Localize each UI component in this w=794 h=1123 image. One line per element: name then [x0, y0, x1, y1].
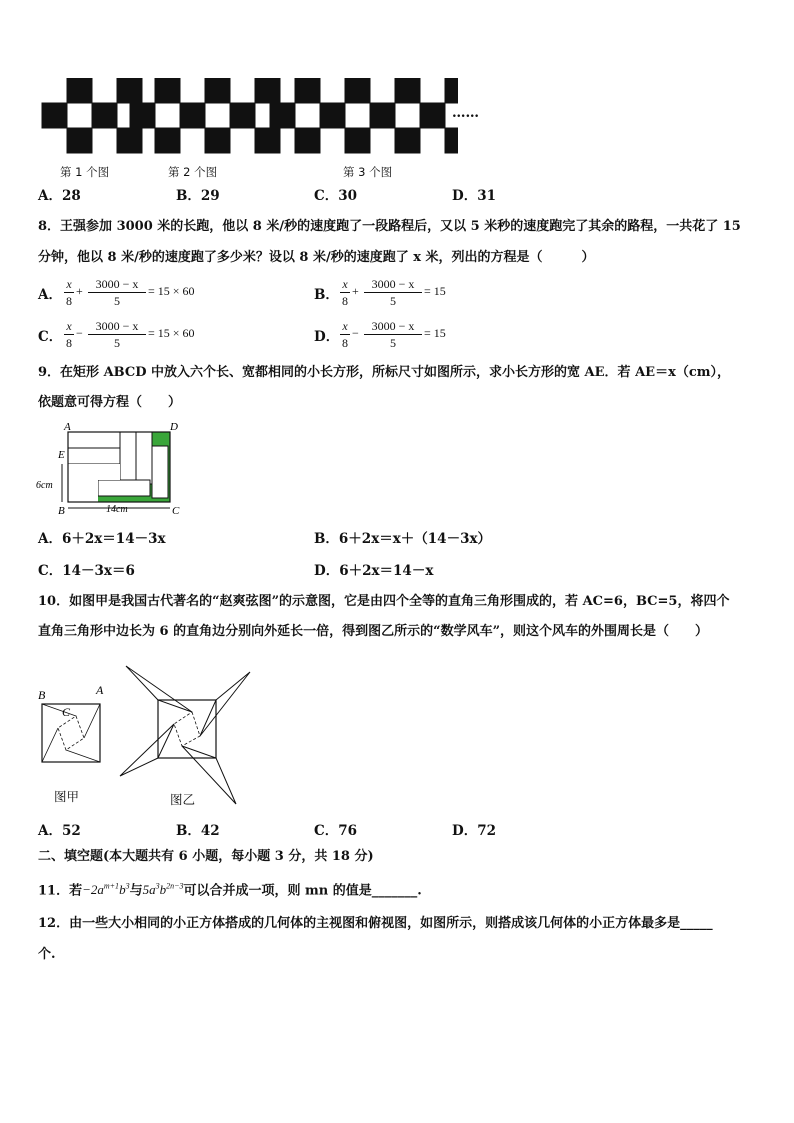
- black-square: [92, 103, 117, 128]
- q11-term2: $5a^3b^{2n-3}$: [142, 882, 184, 898]
- caption-figure-1: 第 1 个图: [60, 165, 110, 179]
- q9-option-b: B．6＋2x＝x＋（14－3x）: [314, 531, 492, 547]
- fraction-remaining: 3000 − x 5: [88, 319, 146, 350]
- caption-figure-3: 第 3 个图: [343, 165, 393, 179]
- operator: −: [76, 326, 83, 340]
- q9-option-c: C．14－3x＝6: [38, 563, 135, 579]
- q7-option-b: B．29: [176, 188, 220, 204]
- windmill-blade: [126, 666, 192, 712]
- pattern-ellipsis: ……: [452, 105, 479, 121]
- q7-option-d: D．31: [452, 188, 496, 204]
- section-heading: 二、填空题(本大题共有 6 小题，每小题 3 分，共 18 分): [38, 849, 374, 864]
- small-rectangle: [152, 446, 168, 498]
- q10-option-a: A．52: [38, 823, 81, 839]
- q8-text-line-1: 8．王强参加 3000 米的长跑，他以 8 米/秒的速度跑了一段路程后，又以 5 米秒的速度跑完了其余的路程，一共花了 15: [38, 219, 741, 234]
- caption-figure-jia: 图甲: [54, 789, 80, 804]
- q11-prefix: 11．若: [38, 883, 83, 899]
- q11-suffix: 可以合并成一项，则 mn 的值是_______.: [183, 883, 422, 899]
- black-square: [255, 78, 280, 103]
- black-square: [130, 103, 155, 128]
- black-square: [445, 78, 458, 103]
- figure-jia: [38, 683, 104, 762]
- label-a: A: [64, 421, 71, 433]
- black-square: [370, 103, 395, 128]
- black-square: [295, 128, 320, 153]
- q11-term1: $-2a^{m+1}b^3$: [82, 882, 130, 898]
- q11-mid: 与: [129, 883, 143, 899]
- q7-option-a: A．28: [38, 188, 81, 204]
- fraction-x-over-8: x 8: [66, 277, 72, 308]
- pattern-figures: [38, 78, 458, 158]
- operator: +: [352, 284, 359, 298]
- label-height-6cm: 6cm: [36, 480, 53, 491]
- label-width-14cm: 14cm: [106, 504, 128, 515]
- white-square: [155, 103, 180, 128]
- inner-square: [58, 716, 84, 750]
- fraction-remaining: 3000 − x 5: [364, 319, 422, 350]
- label-d: D: [170, 421, 178, 433]
- white-square: [345, 103, 370, 128]
- black-square: [42, 103, 67, 128]
- label-c: C: [172, 505, 180, 517]
- small-rectangle: [68, 448, 120, 464]
- q7-option-c: C．30: [314, 188, 358, 204]
- fraction-x-over-8: x 8: [342, 277, 348, 308]
- black-square: [230, 103, 255, 128]
- outer-square: [42, 704, 100, 762]
- q9-option-d: D．6＋2x＝14－x: [314, 563, 434, 579]
- equation-rhs: = 15 × 60: [148, 326, 195, 340]
- small-rectangle: [98, 480, 150, 496]
- black-square: [117, 78, 142, 103]
- q10-option-d: D．72: [452, 823, 496, 839]
- black-square: [395, 128, 420, 153]
- black-square: [205, 128, 230, 153]
- black-square: [295, 78, 320, 103]
- fraction-remaining: 3000 − x 5: [364, 277, 422, 308]
- equation-rhs: = 15: [424, 284, 446, 298]
- white-square: [395, 103, 420, 128]
- q11-text: [38, 878, 422, 900]
- operator: +: [76, 284, 83, 298]
- black-square: [345, 78, 370, 103]
- label-b: B: [58, 505, 65, 517]
- q10-text-line-2: 直角三角形中边长为 6 的直角边分别向外延长一倍，得到图乙所示的“数学风车”，则这个风车的外围周长是（ ）: [38, 624, 709, 639]
- caption-figure-2: 第 2 个图: [168, 165, 218, 179]
- option-letter: C．: [38, 329, 63, 345]
- equation-rhs: = 15: [424, 326, 446, 340]
- windmill-blade: [120, 724, 174, 776]
- fraction-remaining: 3000 − x 5: [88, 277, 146, 308]
- triangle-edge: [66, 750, 100, 762]
- rectangle-abcd-figure: [36, 418, 186, 518]
- black-square: [255, 128, 280, 153]
- black-square: [180, 103, 205, 128]
- q10-option-c: C．76: [314, 823, 358, 839]
- caption-figure-yi: 图乙: [170, 792, 196, 807]
- option-letter: B．: [314, 287, 339, 303]
- black-square: [420, 103, 445, 128]
- figure-yi: [120, 666, 250, 804]
- black-square: [205, 78, 230, 103]
- inner-square: [174, 712, 200, 746]
- small-rectangle: [136, 432, 152, 484]
- label-b: B: [38, 688, 46, 702]
- black-square: [67, 78, 92, 103]
- label-c: C: [62, 705, 71, 719]
- q12-text-line-1: 12．由一些大小相同的小正方体搭成的几何体的主视图和俯视图，如图所示，则搭成该几何体的小正方体最多是_____: [38, 916, 713, 931]
- black-square: [270, 103, 295, 128]
- white-square: [295, 103, 320, 128]
- option-letter: A．: [38, 287, 62, 303]
- black-square: [395, 78, 420, 103]
- equation-rhs: = 15 × 60: [148, 284, 195, 298]
- black-square: [67, 128, 92, 153]
- windmill-blade: [200, 672, 250, 736]
- black-square: [345, 128, 370, 153]
- q10-option-b: B．42: [176, 823, 220, 839]
- option-letter: D．: [314, 329, 340, 345]
- fraction-x-over-8: x 8: [66, 319, 72, 350]
- small-rectangle: [68, 432, 120, 448]
- black-square: [155, 128, 180, 153]
- q10-text-line-1: 10．如图甲是我国古代著名的“赵爽弦图”的示意图，它是由四个全等的直角三角形围成的，若 AC=6，BC=5，将四个: [38, 594, 730, 609]
- triangle-edge: [84, 704, 100, 738]
- small-rectangle: [120, 432, 136, 484]
- q12-text-line-2: 个.: [38, 947, 56, 962]
- label-a: A: [96, 683, 104, 697]
- white-square: [67, 103, 92, 128]
- label-e: E: [58, 449, 65, 461]
- q9-text-line-2: 依题意可得方程（ ）: [38, 395, 182, 410]
- black-square: [155, 78, 180, 103]
- triangle-edge: [42, 704, 76, 716]
- black-square: [117, 128, 142, 153]
- black-square: [445, 128, 458, 153]
- triangle-edge: [42, 728, 58, 762]
- white-square: [205, 103, 230, 128]
- q9-text-line-1: 9．在矩形 ABCD 中放入六个长、宽都相同的小长方形，所标尺寸如图所示，求小长方形的宽 AE．若 AE＝x（cm），: [38, 365, 730, 380]
- fraction-x-over-8: x 8: [342, 319, 348, 350]
- operator: −: [352, 326, 359, 340]
- black-square: [320, 103, 345, 128]
- q8-text-line-2: 分钟，他以 8 米/秒的速度跑了多少米？设以 8 米/秒的速度跑了 x 米，列出的方程是（ ）: [38, 250, 595, 265]
- q9-option-a: A．6＋2x＝14－3x: [38, 531, 166, 547]
